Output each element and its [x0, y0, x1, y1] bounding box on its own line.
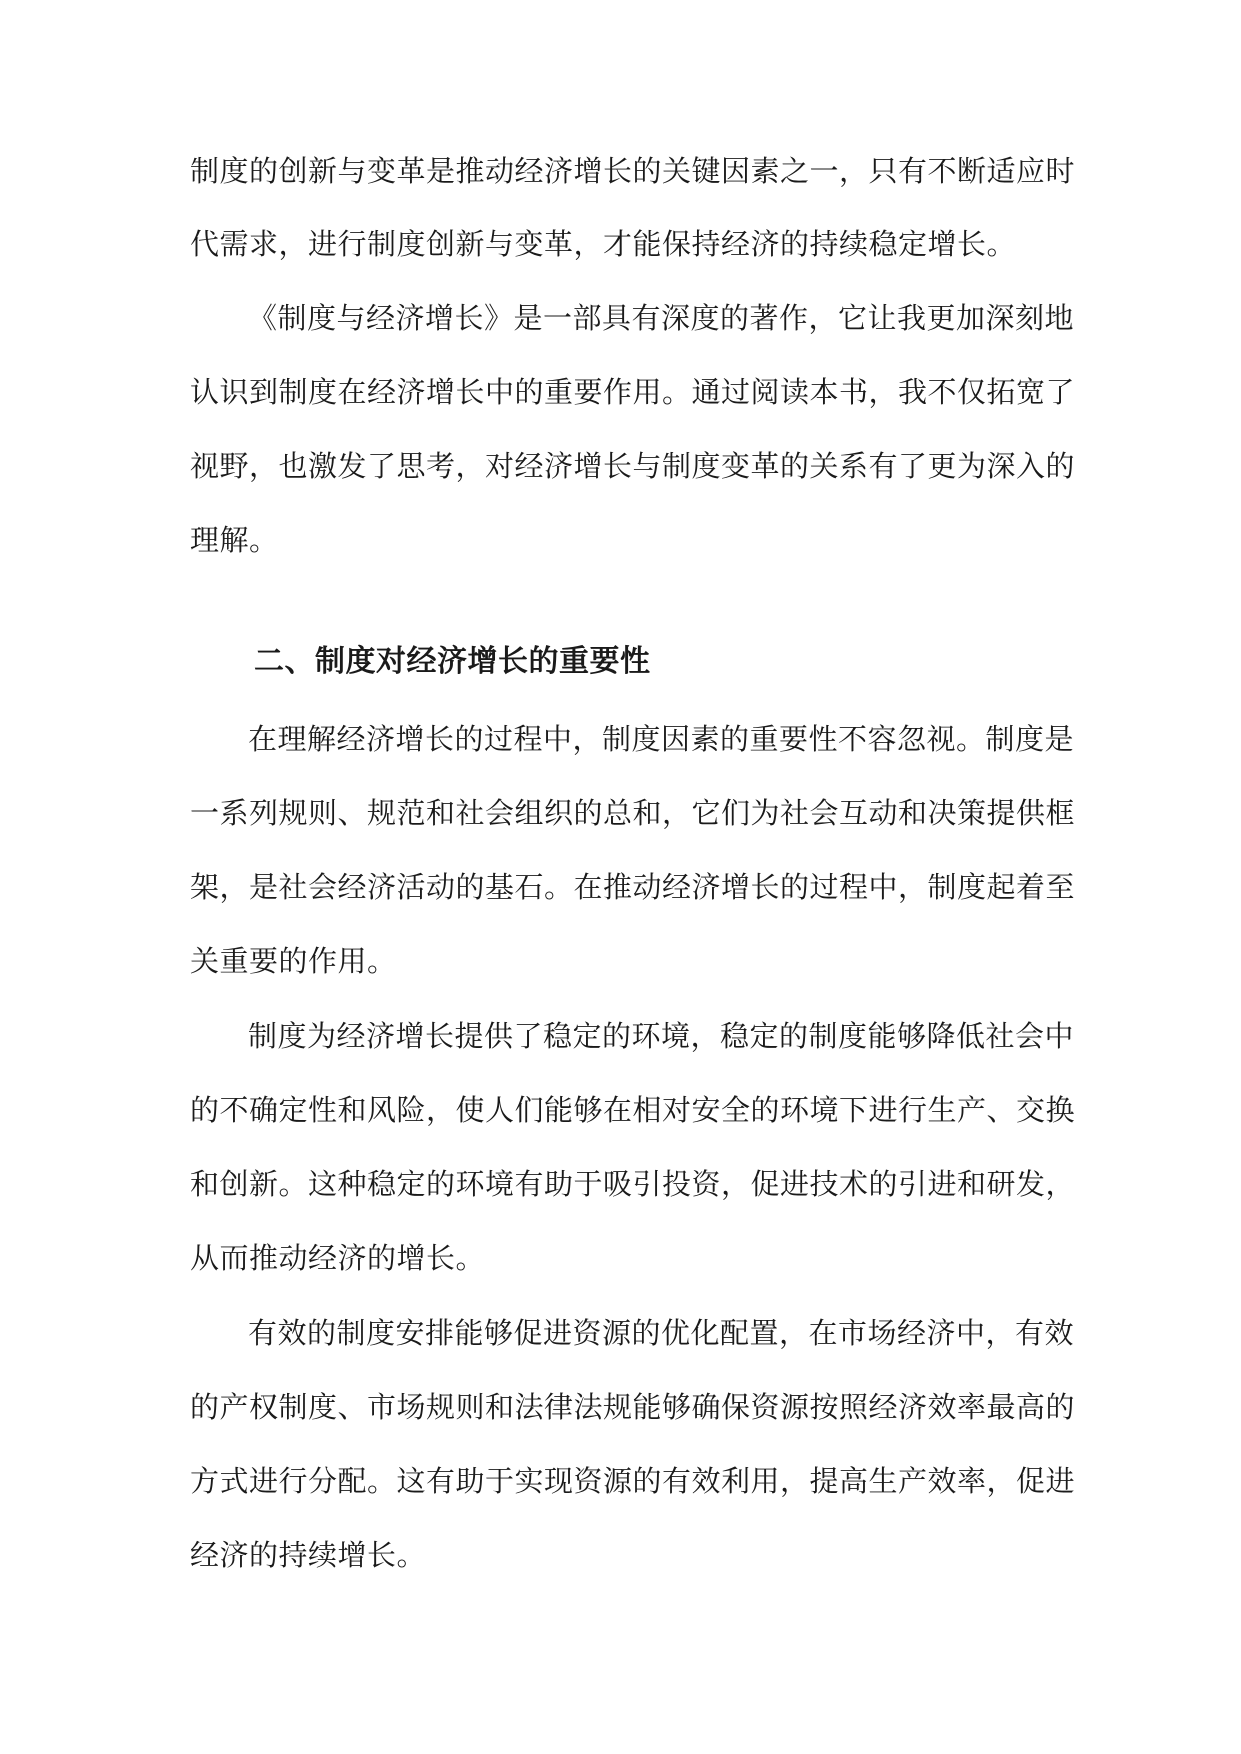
paragraph-line: 《制度与经济增长》是一部具有深度的著作，它让我更加深刻地 [248, 301, 1075, 335]
paragraph-line: 经济的持续增长。 [190, 1538, 427, 1572]
paragraph-line: 一系列规则、规范和社会组织的总和，它们为社会互动和决策提供框 [190, 796, 1076, 830]
paragraph-line: 的产权制度、市场规则和法律法规能够确保资源按照经济效率最高的 [190, 1390, 1076, 1424]
paragraph-line: 理解。 [190, 523, 279, 557]
paragraph-line: 制度为经济增长提供了稳定的环境，稳定的制度能够降低社会中 [248, 1019, 1075, 1053]
paragraph-line: 架，是社会经济活动的基石。在推动经济增长的过程中，制度起着至 [190, 870, 1076, 904]
paragraph-line: 认识到制度在经济增长中的重要作用。通过阅读本书，我不仅拓宽了 [190, 375, 1076, 409]
paragraph-line: 和创新。这种稳定的环境有助于吸引投资，促进技术的引进和研发， [190, 1167, 1076, 1201]
paragraph-line: 从而推动经济的增长。 [190, 1241, 486, 1275]
paragraph-line: 在理解经济增长的过程中，制度因素的重要性不容忽视。制度是 [248, 722, 1075, 756]
paragraph-line: 制度的创新与变革是推动经济增长的关键因素之一，只有不断适应时 [190, 154, 1076, 188]
paragraph-line: 的不确定性和风险，使人们能够在相对安全的环境下进行生产、交换 [190, 1093, 1076, 1127]
paragraph-line: 关重要的作用。 [190, 944, 397, 978]
paragraph-line: 视野，也激发了思考，对经济增长与制度变革的关系有了更为深入的 [190, 449, 1076, 483]
paragraph-line: 代需求，进行制度创新与变革，才能保持经济的持续稳定增长。 [190, 227, 1017, 261]
section-heading: 二、制度对经济增长的重要性 [254, 644, 651, 679]
paragraph-line: 方式进行分配。这有助于实现资源的有效利用，提高生产效率，促进 [190, 1464, 1076, 1498]
paragraph-line: 有效的制度安排能够促进资源的优化配置，在市场经济中，有效 [248, 1316, 1075, 1350]
